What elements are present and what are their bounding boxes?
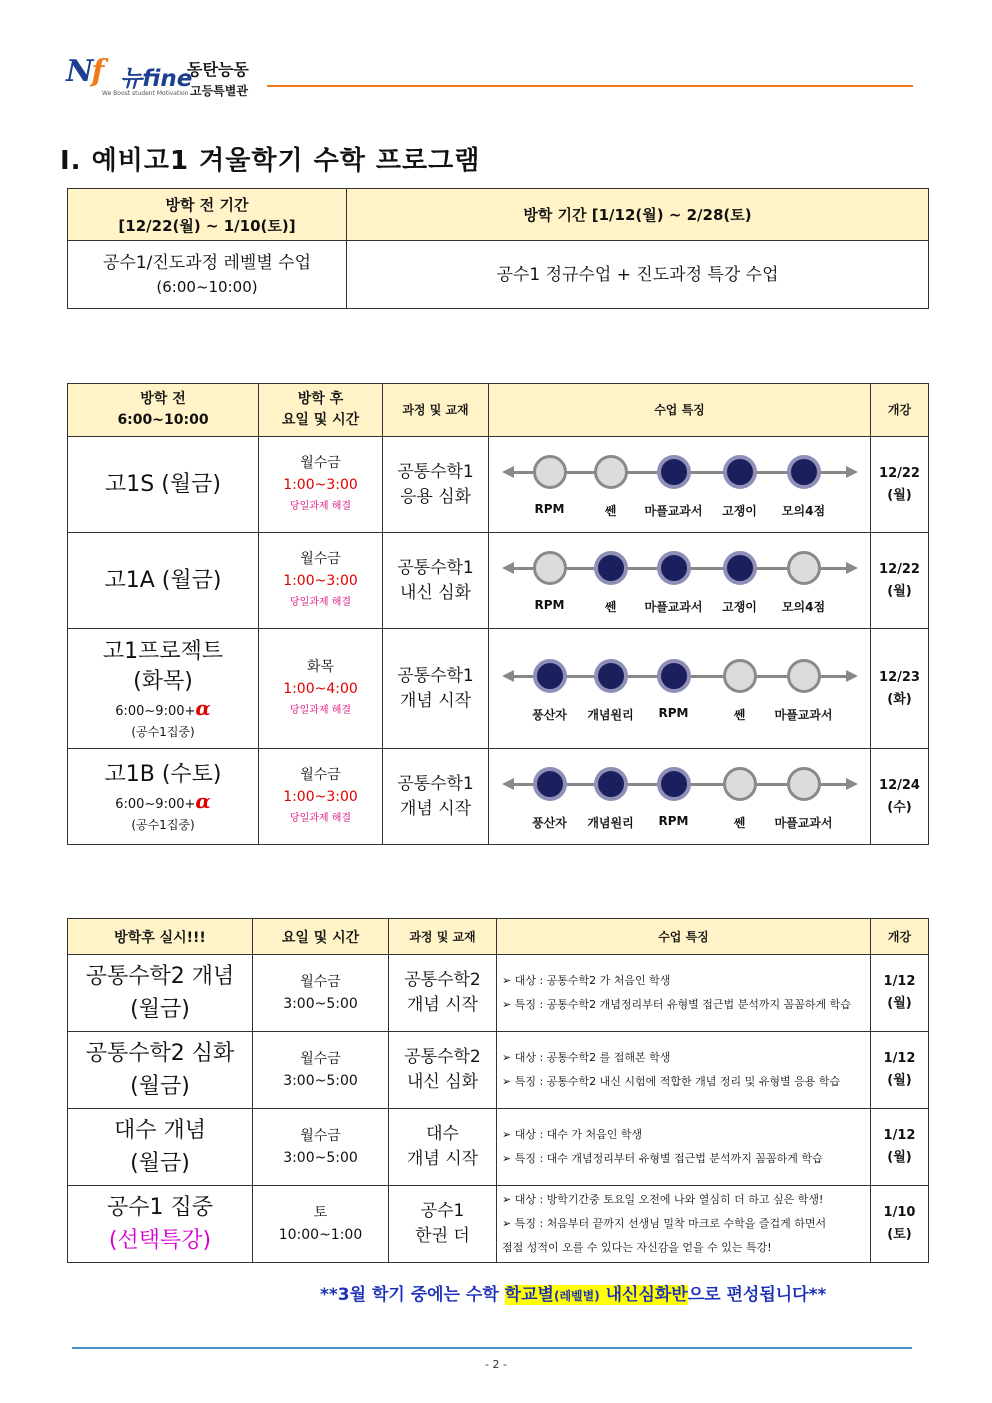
feature-cell <box>497 1032 871 1109</box>
class-days: 월수금 <box>300 454 341 471</box>
feature-text: 특징 : 공통수학2 개념정리부터 유형별 접근법 분석까지 꼼꼼하게 학습 <box>514 998 851 1011</box>
time-cell <box>253 1186 389 1263</box>
pre-header-course <box>68 384 259 437</box>
open-cell <box>871 1109 929 1186</box>
active-step-circle-icon <box>723 551 757 585</box>
curriculum-chain <box>490 750 870 844</box>
pre-row <box>68 437 929 533</box>
active-step-circle-icon <box>657 659 691 693</box>
notice-highlight <box>505 1285 688 1305</box>
class-hours: 1:00~3:00 <box>283 476 358 493</box>
arrow-right-icon <box>846 562 858 574</box>
homework-note: 당일과제 해결 <box>289 596 352 608</box>
curriculum-chain <box>490 642 870 736</box>
notice-text <box>320 1280 826 1305</box>
logo-slogan: We Boost student Motivation <box>102 90 189 97</box>
class-days: 월수금 <box>300 974 341 990</box>
target-line: ➢ 대상 : 방학기간중 토요일 오전에 나와 열심히 더 하고 싶은 학생! <box>502 1193 824 1206</box>
notice-hl1: 학교별 <box>504 1285 554 1305</box>
course-days: (월금) <box>130 1151 190 1176</box>
logo-mark: Nf <box>66 54 103 89</box>
alpha-symbol: α <box>195 695 211 720</box>
pre-header-time-line2: 요일 및 시간 <box>281 412 360 428</box>
arrow-right-icon <box>846 778 858 790</box>
course-extra-time <box>68 697 258 723</box>
post-header-time: 요일 및 시간 <box>253 919 389 955</box>
open-date: 12/22 <box>879 561 920 577</box>
course-name: 대수 개념 <box>113 1118 206 1143</box>
class-hours: 3:00~5:00 <box>283 1150 358 1166</box>
inactive-step-circle-icon <box>594 455 628 489</box>
feature-cell <box>497 1186 871 1263</box>
open-day: (화) <box>887 691 912 707</box>
post-header-course: 방학후 실시!!! <box>68 919 253 955</box>
post-header-open: 개강 <box>871 919 929 955</box>
open-date: 1/10 <box>883 1205 916 1220</box>
class-days: 월수금 <box>300 1051 341 1067</box>
brand-logo <box>62 52 252 102</box>
active-step-circle-icon <box>594 659 628 693</box>
feature-cell <box>497 955 871 1032</box>
pre-header-open: 개강 <box>871 384 929 437</box>
course-cell <box>68 533 259 629</box>
open-day: (수) <box>887 799 912 815</box>
period-cell-pre-line2: (6:00~10:00) <box>156 277 258 296</box>
open-date: 1/12 <box>883 1051 916 1066</box>
book-cell <box>389 955 497 1032</box>
curriculum-chain <box>490 438 870 532</box>
course-cell <box>68 1186 253 1263</box>
post-row <box>68 1032 929 1109</box>
book-level: 개념 시작 <box>406 995 479 1015</box>
open-day: (월) <box>887 1073 912 1088</box>
course-focus: (공수1집중) <box>131 724 195 739</box>
period-header-vacation <box>347 189 929 241</box>
book-title: 공통수학1 <box>397 461 474 482</box>
inactive-step-circle-icon <box>723 659 757 693</box>
class-hours: 1:00~3:00 <box>283 572 358 589</box>
period-cell-vacation <box>347 241 929 309</box>
pre-header-time <box>259 384 383 437</box>
book-cell <box>389 1032 497 1109</box>
book-level: 개념 시작 <box>399 798 472 819</box>
pre-header-course-line1: 방학 전 <box>140 391 186 407</box>
open-day: (월) <box>887 996 912 1011</box>
open-day: (월) <box>887 487 912 503</box>
class-days: 월수금 <box>300 550 341 567</box>
feature-line: ➢ 특징 : 공통수학2 내신 시험에 적합한 개념 정리 및 유형별 응용 학습 <box>502 1075 841 1088</box>
book-title: 공수1 <box>420 1201 465 1221</box>
pre-row <box>68 629 929 749</box>
post-header-book: 과정 및 교재 <box>389 919 497 955</box>
book-title: 공통수학1 <box>397 557 474 578</box>
page-header <box>62 52 922 102</box>
active-step-circle-icon <box>533 767 567 801</box>
alpha-symbol: α <box>195 788 211 813</box>
open-date: 1/12 <box>883 974 916 989</box>
period-header-pre-line2: [12/22(월) ~ 1/10(토)] <box>118 216 296 235</box>
notice-tiny: (레벨별) <box>553 1289 600 1303</box>
inactive-step-circle-icon <box>787 659 821 693</box>
class-days: 월수금 <box>300 766 341 783</box>
pre-header-course-line2: 6:00~10:00 <box>117 412 209 428</box>
inactive-step-circle-icon <box>787 551 821 585</box>
step-label: 고쟁이 <box>722 503 757 518</box>
active-step-circle-icon <box>533 659 567 693</box>
arrow-left-icon <box>502 562 514 574</box>
step-label: 마플교과서 <box>644 599 703 614</box>
logo-text: 뉴fine <box>120 66 193 92</box>
homework-note: 당일과제 해결 <box>289 500 352 512</box>
book-level: 응용 심화 <box>399 486 472 507</box>
class-hours: 1:00~3:00 <box>283 788 358 805</box>
pre-row <box>68 749 929 845</box>
book-title: 공통수학1 <box>397 665 474 686</box>
step-label: 개념원리 <box>587 707 634 722</box>
feature-text: 특징 : 대수 개념정리부터 유형별 접근법 분석까지 꼼꼼하게 학습 <box>514 1152 823 1165</box>
class-hours: 3:00~5:00 <box>283 1073 358 1089</box>
course-days: (월금) <box>130 1074 190 1099</box>
active-step-circle-icon <box>723 455 757 489</box>
arrow-left-icon <box>502 670 514 682</box>
class-days: 월수금 <box>300 1128 341 1144</box>
book-cell <box>389 1186 497 1263</box>
book-cell <box>389 1109 497 1186</box>
book-cell <box>383 533 489 629</box>
branch-subname: 고등특별관 <box>190 84 248 98</box>
step-label: 풍산자 <box>532 815 567 830</box>
arrow-left-icon <box>502 466 514 478</box>
period-cell-vacation-line1: 공수1 정규수업 + 진도과정 특강 수업 <box>496 264 779 285</box>
feature-cell <box>489 749 871 845</box>
step-label: 개념원리 <box>587 815 634 830</box>
class-hours: 10:00~1:00 <box>278 1227 363 1243</box>
course-name: 공수1 집중 <box>107 1195 213 1220</box>
post-vacation-table <box>67 918 929 1263</box>
course-name: 공통수학2 개념 <box>85 964 235 989</box>
feature-line: ➢ 특징 : 처음부터 끝까지 선생님 밀착 마크로 수학을 즐겁게 하면서 <box>502 1217 827 1230</box>
course-name: 공통수학2 심화 <box>85 1041 235 1066</box>
period-header-pre <box>68 189 347 241</box>
feature-text: 특징 : 처음부터 끝까지 선생님 밀착 마크로 수학을 즐겁게 하면서 <box>514 1217 827 1230</box>
target-text: 대상 : 방학기간중 토요일 오전에 나와 열심히 더 하고 싶은 학생! <box>514 1193 824 1206</box>
course-cell <box>68 1032 253 1109</box>
page-title: Ⅰ. 예비고1 겨울학기 수학 프로그램 <box>60 146 481 176</box>
course-name: 고1프로젝트 <box>102 638 224 664</box>
time-cell <box>259 533 383 629</box>
step-label: 쎈 <box>733 707 746 722</box>
period-table <box>67 188 929 309</box>
notice-part2: 으로 편성됩니다** <box>687 1285 827 1305</box>
post-row <box>68 1109 929 1186</box>
page-number: - 2 - <box>485 1358 507 1371</box>
period-header-vacation-line1: 방학 기간 [1/12(월) ~ 2/28(토) <box>523 206 752 224</box>
curriculum-chain <box>490 534 870 628</box>
step-label: 쎈 <box>733 815 746 830</box>
book-cell <box>383 629 489 749</box>
feature-text: 특징 : 공통수학2 내신 시험에 적합한 개념 정리 및 유형별 응용 학습 <box>514 1075 841 1088</box>
feature-line: ➢ 특징 : 대수 개념정리부터 유형별 접근법 분석까지 꼼꼼하게 학습 <box>502 1152 823 1165</box>
target-text: 대상 : 공통수학2 를 접해본 학생 <box>514 1051 671 1064</box>
feature-cell <box>497 1109 871 1186</box>
course-extra-time <box>68 790 258 816</box>
pre-header-book: 과정 및 교재 <box>383 384 489 437</box>
homework-note: 당일과제 해결 <box>289 812 352 824</box>
course-days: (월금) <box>130 997 190 1022</box>
book-title: 공통수학1 <box>397 773 474 794</box>
course-name: 고1A (월금) <box>104 567 222 593</box>
course-cell <box>68 437 259 533</box>
open-date: 12/23 <box>879 669 920 685</box>
time-cell <box>259 629 383 749</box>
open-cell <box>871 1032 929 1109</box>
open-cell <box>871 437 929 533</box>
arrow-right-icon <box>846 466 858 478</box>
book-title: 공통수학2 <box>404 970 481 990</box>
post-row <box>68 1186 929 1263</box>
book-level: 개념 시작 <box>406 1149 479 1169</box>
time-cell <box>253 1109 389 1186</box>
step-label: 쎈 <box>604 503 617 518</box>
inactive-step-circle-icon <box>533 455 567 489</box>
pre-header-feature: 수업 특징 <box>489 384 871 437</box>
course-days: (선택특강) <box>108 1228 212 1253</box>
active-step-circle-icon <box>657 767 691 801</box>
active-step-circle-icon <box>657 455 691 489</box>
course-cell <box>68 1109 253 1186</box>
class-days: 화목 <box>306 658 335 675</box>
open-cell <box>871 1186 929 1263</box>
step-label: 모의4점 <box>781 503 826 518</box>
active-step-circle-icon <box>594 767 628 801</box>
notice-hl2: 내신심화반 <box>599 1285 688 1305</box>
book-title: 공통수학2 <box>404 1047 481 1067</box>
step-label: 마플교과서 <box>644 503 703 518</box>
step-label: RPM <box>658 813 689 828</box>
course-extra-time-text: 6:00~9:00+ <box>115 796 196 812</box>
arrow-left-icon <box>502 778 514 790</box>
book-level: 내신 심화 <box>399 582 472 603</box>
book-cell <box>383 437 489 533</box>
open-cell <box>871 955 929 1032</box>
course-name: 고1B (수토) <box>104 761 222 787</box>
step-label: RPM <box>534 501 565 516</box>
time-cell <box>259 749 383 845</box>
feature-cell <box>489 629 871 749</box>
step-label: 마플교과서 <box>774 707 833 722</box>
class-days: 토 <box>313 1205 328 1221</box>
time-cell <box>259 437 383 533</box>
pre-row <box>68 533 929 629</box>
period-cell-pre-line1: 공수1/진도과정 레벨별 수업 <box>103 252 311 273</box>
book-title: 대수 <box>426 1124 459 1144</box>
course-days: (화목) <box>133 668 193 694</box>
open-date: 12/22 <box>879 465 920 481</box>
header-rule <box>267 85 913 87</box>
feature-line: ➢ 특징 : 공통수학2 개념정리부터 유형별 접근법 분석까지 꼼꼼하게 학습 <box>502 998 851 1011</box>
open-cell <box>871 749 929 845</box>
course-cell <box>68 955 253 1032</box>
target-line: ➢ 대상 : 대수 가 처음인 학생 <box>502 1128 643 1141</box>
course-cell <box>68 749 259 845</box>
footer-rule <box>72 1347 912 1349</box>
period-cell-pre <box>68 241 347 309</box>
open-cell <box>871 533 929 629</box>
inactive-step-circle-icon <box>787 767 821 801</box>
target-text: 대상 : 공통수학2 가 처음인 학생 <box>514 974 671 987</box>
active-step-circle-icon <box>787 455 821 489</box>
class-hours: 3:00~5:00 <box>283 996 358 1012</box>
inactive-step-circle-icon <box>723 767 757 801</box>
step-label: 모의4점 <box>781 599 826 614</box>
target-line: ➢ 대상 : 공통수학2 를 접해본 학생 <box>502 1051 671 1064</box>
feature-line-2: 점점 성적이 오를 수 있다는 자신감을 얻을 수 있는 특강! <box>502 1241 772 1254</box>
course-focus: (공수1집중) <box>131 817 195 832</box>
time-cell <box>253 1032 389 1109</box>
pre-vacation-table <box>67 383 929 845</box>
target-text: 대상 : 대수 가 처음인 학생 <box>514 1128 643 1141</box>
active-step-circle-icon <box>594 551 628 585</box>
step-label: 풍산자 <box>532 707 567 722</box>
active-step-circle-icon <box>657 551 691 585</box>
class-hours: 1:00~4:00 <box>283 680 358 697</box>
course-extra-time-text: 6:00~9:00+ <box>115 703 196 719</box>
open-day: (월) <box>887 583 912 599</box>
open-day: (월) <box>887 1150 912 1165</box>
branch-name: 동탄능동 <box>187 60 249 79</box>
book-level: 한권 더 <box>415 1226 470 1246</box>
notice-part1: **3월 학기 중에는 수학 <box>320 1285 505 1305</box>
arrow-right-icon <box>846 670 858 682</box>
course-name: 고1S (월금) <box>105 471 221 497</box>
course-cell <box>68 629 259 749</box>
inactive-step-circle-icon <box>533 551 567 585</box>
time-cell <box>253 955 389 1032</box>
open-day: (토) <box>887 1227 912 1242</box>
step-label: 고쟁이 <box>722 599 757 614</box>
post-header-feature: 수업 특징 <box>497 919 871 955</box>
target-line: ➢ 대상 : 공통수학2 가 처음인 학생 <box>502 974 671 987</box>
period-header-pre-line1: 방학 전 기간 <box>165 195 249 214</box>
book-cell <box>383 749 489 845</box>
step-label: 마플교과서 <box>774 815 833 830</box>
book-level: 내신 심화 <box>406 1072 479 1092</box>
step-label: RPM <box>534 597 565 612</box>
step-label: 쎈 <box>604 599 617 614</box>
book-level: 개념 시작 <box>399 690 472 711</box>
post-row <box>68 955 929 1032</box>
open-date: 12/24 <box>879 777 920 793</box>
homework-note: 당일과제 해결 <box>289 704 352 716</box>
feature-cell <box>489 437 871 533</box>
feature-cell <box>489 533 871 629</box>
open-date: 1/12 <box>883 1128 916 1143</box>
step-label: RPM <box>658 705 689 720</box>
pre-header-time-line1: 방학 후 <box>297 391 344 407</box>
open-cell <box>871 629 929 749</box>
